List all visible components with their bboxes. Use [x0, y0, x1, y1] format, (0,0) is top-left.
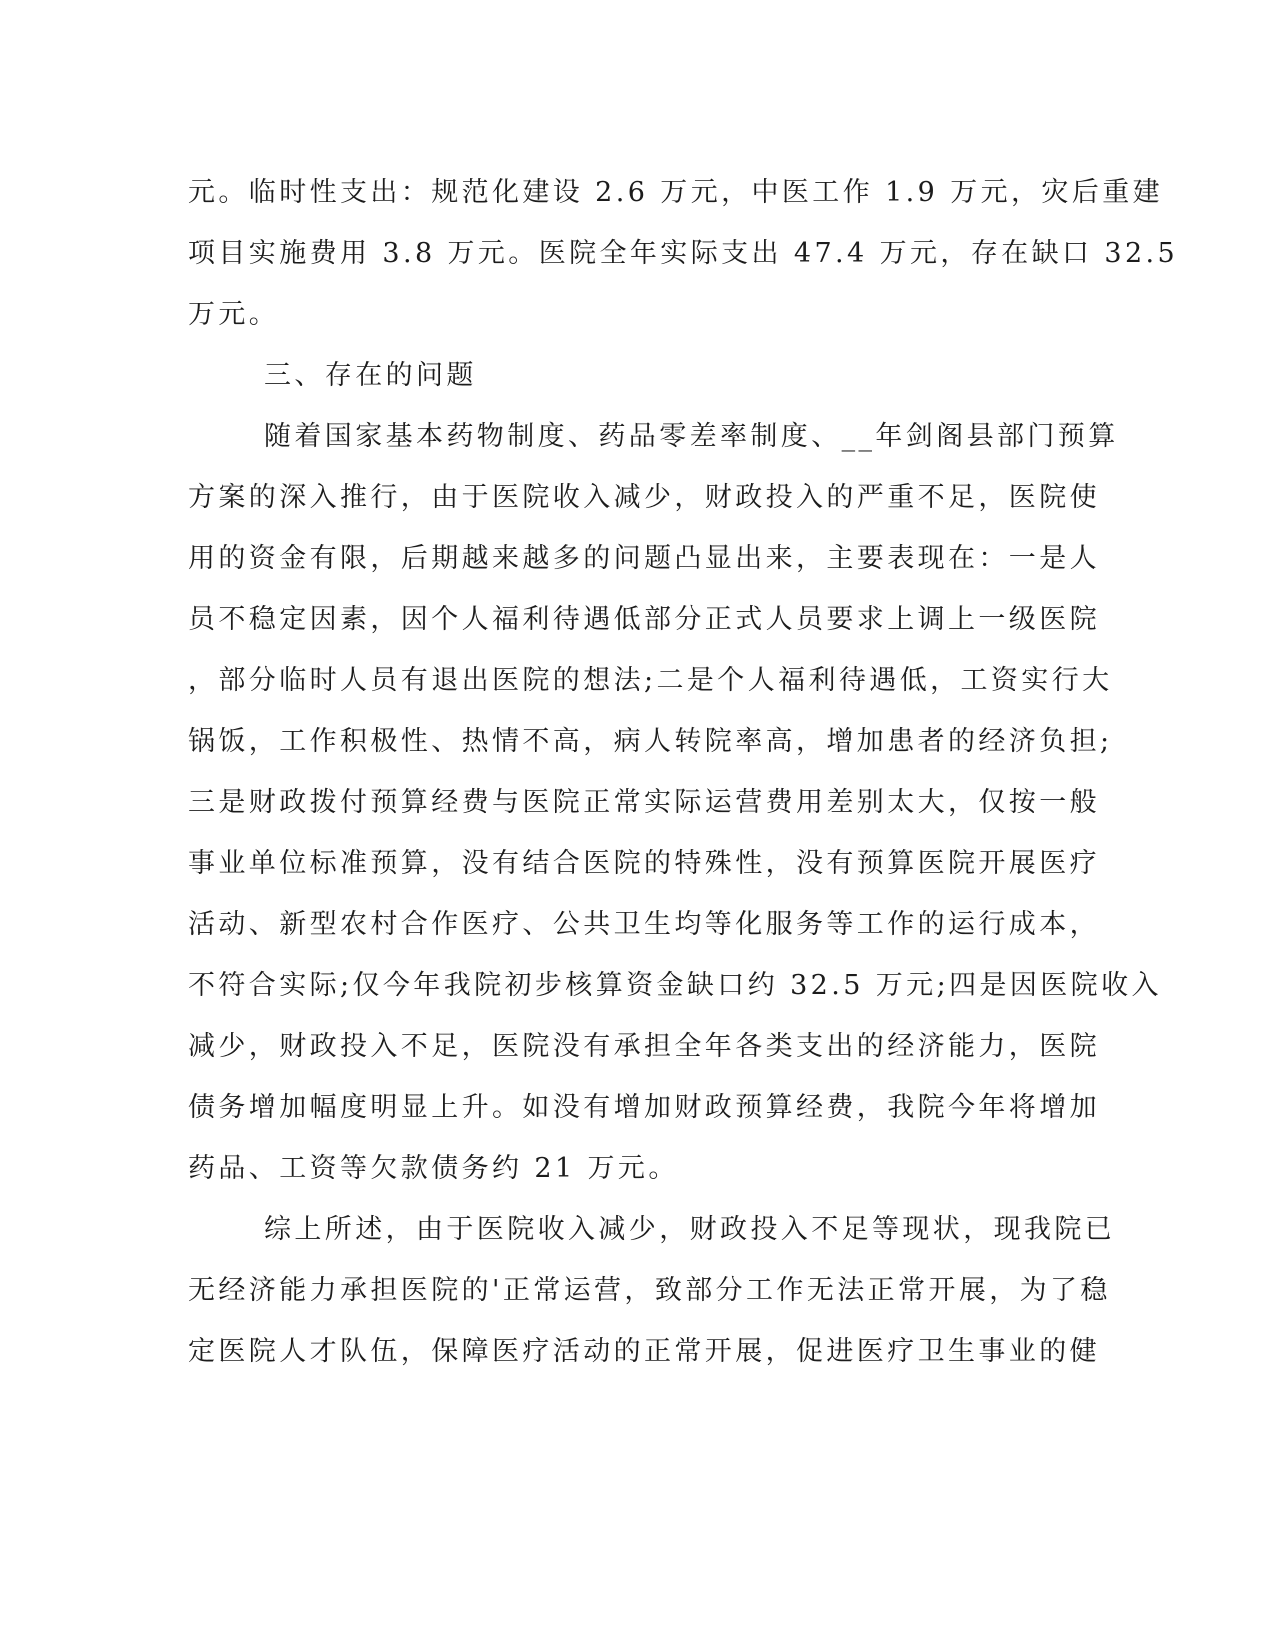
text-line: 活动、新型农村合作医疗、公共卫生均等化服务等工作的运行成本，	[188, 909, 1100, 940]
text-line: 不符合实际;仅今年我院初步核算资金缺口约 32.5 万元;四是因医院收入	[188, 970, 1162, 1001]
text-line: 综上所述，由于医院收入减少，财政投入不足等现状，现我院已	[264, 1214, 1116, 1245]
text-line: 员不稳定因素，因个人福利待遇低部分正式人员要求上调上一级医院	[188, 604, 1100, 635]
text-line: 方案的深入推行，由于医院收入减少，财政投入的严重不足，医院使	[188, 482, 1100, 513]
text-line: 药品、工资等欠款债务约 21 万元。	[188, 1153, 679, 1184]
text-line: 项目实施费用 3.8 万元。医院全年实际支出 47.4 万元，存在缺口 32.5	[188, 238, 1179, 269]
text-line: 定医院人才队伍，保障医疗活动的正常开展，促进医疗卫生事业的健	[188, 1336, 1100, 1367]
text-line: 随着国家基本药物制度、药品零差率制度、__年剑阁县部门预算	[264, 421, 1119, 452]
text-line: 元。临时性支出：规范化建设 2.6 万元，中医工作 1.9 万元，灾后重建	[188, 177, 1164, 208]
text-line: 万元。	[188, 299, 280, 330]
text-line: 锅饭，工作积极性、热情不高，病人转院率高，增加患者的经济负担;	[188, 726, 1113, 757]
text-line: 事业单位标准预算，没有结合医院的特殊性，没有预算医院开展医疗	[188, 848, 1100, 879]
text-line: 无经济能力承担医院的'正常运营，致部分工作无法正常开展，为了稳	[188, 1275, 1111, 1306]
text-line: ，部分临时人员有退出医院的想法;二是个人福利待遇低，工资实行大	[188, 665, 1113, 696]
text-line: 债务增加幅度明显上升。如没有增加财政预算经费，我院今年将增加	[188, 1092, 1100, 1123]
text-line: 减少，财政投入不足，医院没有承担全年各类支出的经济能力，医院	[188, 1031, 1100, 1062]
text-line: 三是财政拨付预算经费与医院正常实际运营费用差别太大，仅按一般	[188, 787, 1100, 818]
document-body	[188, 162, 1179, 1382]
section-heading: 三、存在的问题	[264, 360, 477, 391]
text-line: 用的资金有限，后期越来越多的问题凸显出来，主要表现在：一是人	[188, 543, 1100, 574]
